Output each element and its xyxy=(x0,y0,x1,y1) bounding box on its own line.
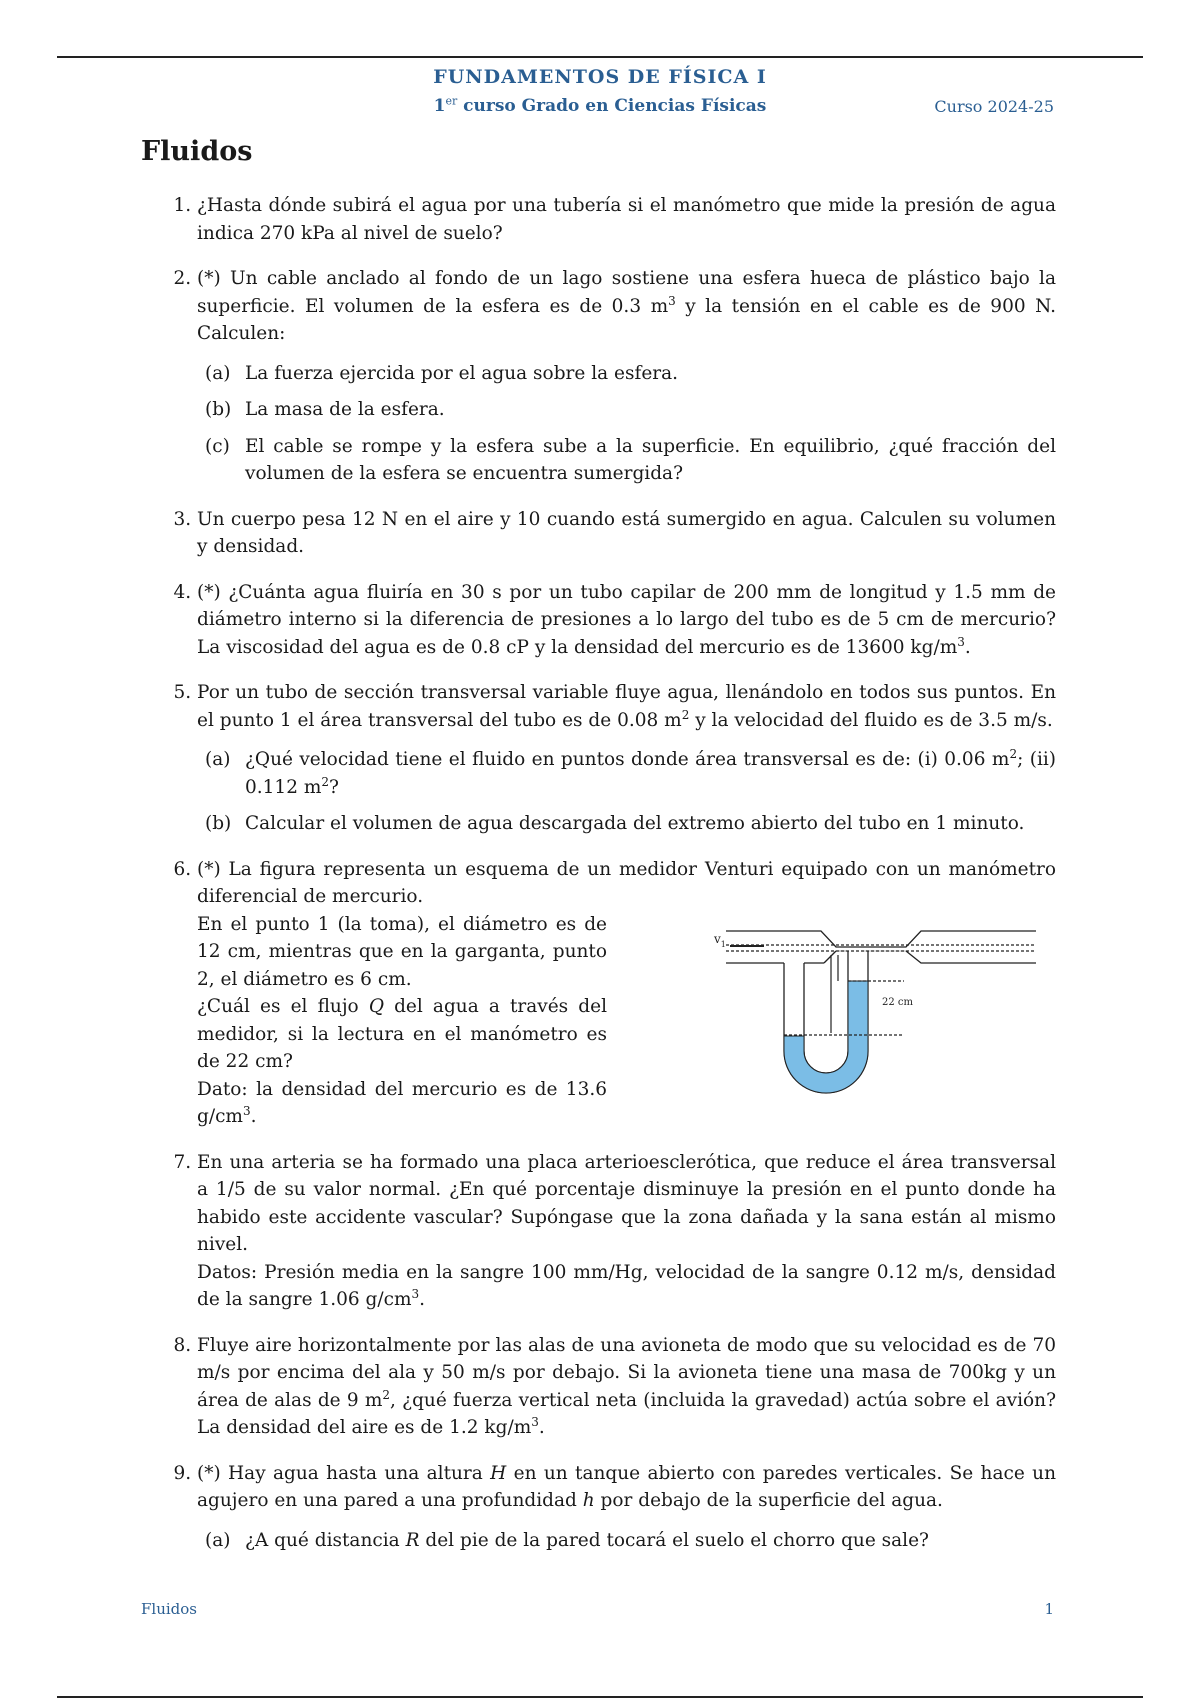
problem-2-intro-end: y la tensión en el cable es de 900 N. Calculen: xyxy=(197,295,1056,344)
problem-6-end: . xyxy=(250,1106,257,1127)
problem-5a xyxy=(205,746,1056,801)
problem-6-text-c: Dato: la densidad del mercurio es de 13.6 g/cm xyxy=(197,1078,607,1127)
problem-7-data: Datos: Presión media en la sangre 100 mm/Hg, velocidad de la sangre 0.12 m/s, densidad de la sangre 1.06 g/cm xyxy=(197,1261,1056,1310)
problem-7-text: En una arteria se ha formado una placa arterioesclerótica, que reduce el área transversal a 1/5 de su valor normal. ¿En qué porcentaje disminuye la presión en el punto donde ha habido este accidente vascular? Supóngase que la zona dañada y la sana están al mismo nivel. xyxy=(197,1151,1056,1255)
problem-5a-sup2: 2 xyxy=(321,774,330,789)
problem-5-parts xyxy=(197,746,1056,838)
problem-9a-label: (a) xyxy=(205,1529,231,1551)
problem-5b xyxy=(205,810,1056,838)
problem-2-intro: (*) Un cable anclado al fondo de un lago sostiene una esfera hueca de plástico bajo la superficie. El volumen de la esfera es de 0.3 m xyxy=(197,268,1056,317)
problem-2b-text: La masa de la esfera. xyxy=(245,399,445,420)
problem-6-body xyxy=(197,911,1056,1131)
footer-section-name: Fluidos xyxy=(141,1600,197,1618)
problem-5 xyxy=(197,679,1056,838)
header-course: Curso 2024-25 xyxy=(934,97,1054,116)
problem-9-parts xyxy=(197,1527,1056,1555)
pipe-lower-taper-in xyxy=(824,951,836,963)
problem-9a-var-R: R xyxy=(405,1529,420,1551)
problem-9 xyxy=(197,1460,1056,1555)
problem-3-text: Un cuerpo pesa 12 N en el aire y 10 cuando está sumergido en agua. Calculen su volumen y densidad. xyxy=(197,508,1056,557)
problem-2a-label: (a) xyxy=(205,362,231,384)
problem-list-container xyxy=(141,192,1056,1572)
manometer-reading-label: 22 cm xyxy=(882,996,913,1008)
problem-4-text: (*) ¿Cuánta agua fluiría en 30 s por un tubo capilar de 200 mm de longitud y 1.5 mm de diámetro interno si la diferencia de presiones a lo largo del tubo es de 5 cm de mercurio? La viscosidad del agua es de 0.8 cP y la densidad del mercurio es de 13600 kg/m xyxy=(197,581,1056,658)
problem-9-text3: por debajo de la superficie del agua. xyxy=(594,1490,943,1511)
problem-5a-text: ¿Qué velocidad tiene el fluido en puntos donde área transversal es de: (i) 0.06 m xyxy=(245,749,1010,770)
footer-page-number: 1 xyxy=(1044,1600,1054,1618)
problem-6 xyxy=(197,856,1056,1131)
problem-5a-label: (a) xyxy=(205,749,231,770)
problem-5b-text: Calcular el volumen de agua descargada del extremo abierto del tubo en 1 minuto. xyxy=(245,813,1025,834)
velocity-label xyxy=(713,932,726,949)
problem-5a-sup1: 2 xyxy=(1009,746,1018,761)
problem-4-sup: 3 xyxy=(957,634,965,649)
problem-5-intro: Por un tubo de sección transversal variable fluye agua, llenándolo en todos sus puntos. En el punto 1 el área transversal del tubo es de 0.08 m xyxy=(197,682,1056,731)
problem-9a-text2: del pie de la pared tocará el suelo el chorro que sale? xyxy=(419,1529,929,1551)
problem-1 xyxy=(197,192,1056,247)
problem-8-sup2: 3 xyxy=(531,1414,539,1429)
problem-8-end: . xyxy=(538,1417,545,1438)
problem-2a xyxy=(205,360,1056,388)
problem-6-text xyxy=(197,911,607,1131)
problem-4-end: . xyxy=(964,636,971,658)
problem-8 xyxy=(197,1332,1056,1442)
problem-7 xyxy=(197,1149,1056,1314)
problem-6-text-b2: del agua a través del medidor, si la lectura en el manómetro es de 22 cm? xyxy=(197,996,607,1072)
header-sub-number: 1 xyxy=(433,96,446,116)
problem-2c-text: El cable se rompe y la esfera sube a la superficie. En equilibrio, ¿qué fracción del volumen de la esfera se encuentra sumergida? xyxy=(245,435,1056,484)
problem-9-text2: en un tanque abierto con paredes verticales. Se hace un agujero en una pared a una profundidad xyxy=(197,1462,1056,1511)
problem-2 xyxy=(197,265,1056,488)
problem-9a xyxy=(205,1527,1056,1555)
problem-6-text-a: En el punto 1 (la toma), el diámetro es de 12 cm, mientras que en la garganta, punto 2, el diámetro es 6 cm. xyxy=(197,913,607,990)
top-rule xyxy=(57,56,1143,58)
problem-2-parts xyxy=(197,360,1056,488)
problem-5-intro-end: y la velocidad del fluido es de 3.5 m/s. xyxy=(689,709,1053,731)
problem-6-intro: (*) La figura representa un esquema de un medidor Venturi equipado con un manómetro diferencial de mercurio. xyxy=(197,858,1056,907)
problem-9-text1: (*) Hay agua hasta una altura xyxy=(197,1462,491,1484)
problem-6-sup: 3 xyxy=(242,1103,251,1118)
velocity-v: v xyxy=(714,931,721,946)
u-tube-inner xyxy=(804,951,848,1073)
problem-6-text-b1: ¿Cuál es el flujo xyxy=(197,996,369,1017)
problem-8-text: Fluye aire horizontalmente por las alas de una avioneta de modo que su velocidad es de 70 m/s por encima del ala y 50 m/s por debajo. Si la avioneta tiene una masa de 700kg y un área de alas de 9 m xyxy=(197,1334,1056,1411)
problem-5-sup: 2 xyxy=(681,707,690,722)
mercury-column xyxy=(784,981,868,1093)
problem-2-sup: 3 xyxy=(668,293,676,308)
problem-8-sup1: 2 xyxy=(382,1387,391,1402)
header-sub-text: curso Grado en Ciencias Físicas xyxy=(457,96,767,116)
problem-1-text: ¿Hasta dónde subirá el agua por una tubería si el manómetro que mide la presión de agua indica 270 kPa al nivel de suelo? xyxy=(197,195,1056,244)
problem-7-end: . xyxy=(419,1289,426,1310)
problem-9-var-H: H xyxy=(490,1462,507,1484)
section-title: Fluidos xyxy=(141,136,253,167)
velocity-sub: 1 xyxy=(720,939,726,949)
problem-7-sup: 3 xyxy=(411,1286,420,1301)
problem-9-var-h: h xyxy=(582,1490,595,1511)
pipe-lower-wall-right xyxy=(906,951,1036,963)
problem-5a-end: ? xyxy=(329,776,339,798)
venturi-figure xyxy=(686,911,1056,1121)
problem-2c xyxy=(205,433,1056,488)
problem-4 xyxy=(197,579,1056,662)
header-sub-sup: er xyxy=(445,94,458,108)
problem-2b xyxy=(205,396,1056,424)
problem-3 xyxy=(197,506,1056,561)
problem-5b-label: (b) xyxy=(205,813,232,834)
problem-9a-text1: ¿A qué distancia xyxy=(245,1529,406,1551)
problem-8-text2: , ¿qué fuerza vertical neta (incluida la gravedad) actúa sobre el avión? La densidad del aire es de 1.2 kg/m xyxy=(197,1389,1057,1438)
header-title: FUNDAMENTOS DE FÍSICA I xyxy=(433,66,767,88)
problem-2c-label: (c) xyxy=(205,435,230,457)
problem-2a-text: La fuerza ejercida por el agua sobre la esfera. xyxy=(245,362,679,384)
problem-6-var-q: Q xyxy=(368,996,384,1017)
problem-list xyxy=(141,192,1056,1554)
problem-5a-text2: ; (ii) 0.112 m xyxy=(245,749,1056,798)
problem-2b-label: (b) xyxy=(205,399,232,420)
bottom-rule xyxy=(57,1696,1143,1698)
